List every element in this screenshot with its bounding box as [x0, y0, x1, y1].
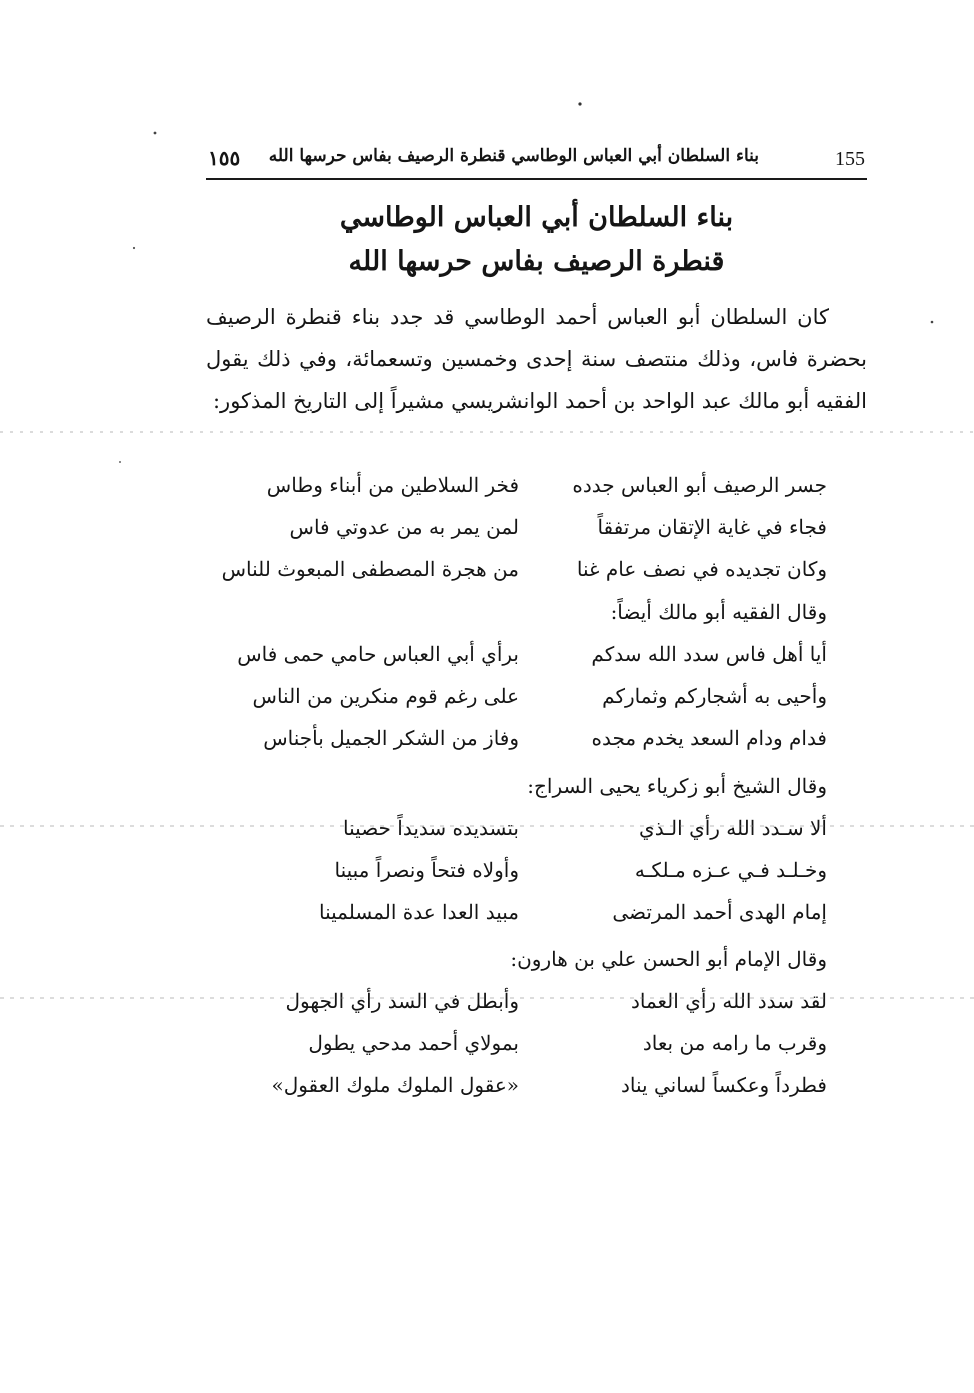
- running-title: بناء السلطان أبي العباس الوطاسي قنطرة الرصيف بفاس حرسها الله: [268, 146, 759, 166]
- running-header: [206, 140, 867, 180]
- first-hemistich: لقد سدد الله رأي العماد: [630, 989, 827, 1013]
- poem-2: [206, 591, 867, 759]
- second-hemistich: برأي أبي العباس حامي حمى فاس: [237, 642, 519, 666]
- first-hemistich: أيا أهل فاس سدد الله سدكم: [591, 642, 827, 666]
- verse: [206, 717, 867, 759]
- first-hemistich: وقرب ما رامه من بعاد: [642, 1031, 827, 1055]
- verse: [206, 891, 867, 933]
- speck: [578, 102, 581, 105]
- first-hemistich: ألا سـدد الله رأي الـذي: [639, 816, 827, 840]
- verse: [206, 548, 867, 590]
- verse: [206, 506, 867, 548]
- poem-3: [206, 765, 867, 933]
- first-hemistich: وأحيى به أشجاركم وثماركم: [602, 684, 827, 708]
- second-hemistich: وأبطل في السد رأي الجهول: [285, 989, 519, 1013]
- first-hemistich: وكان تجديده في نصف عام غنا: [576, 557, 827, 581]
- poem-intro: وقال الفقيه أبو مالك أيضاً:: [610, 600, 827, 624]
- second-hemistich: بمولاي أحمد مدحي يطول: [308, 1031, 519, 1055]
- verse: [206, 1022, 867, 1064]
- verse: [206, 464, 867, 506]
- second-hemistich: مبيد العدا عدة المسلمينا: [318, 900, 519, 924]
- verse: [206, 807, 867, 849]
- first-hemistich: فجاء في غاية الإتقان مرتفقاً: [597, 515, 827, 539]
- speck: [119, 461, 121, 463]
- poem-4: [206, 938, 867, 1106]
- second-hemistich: وفاز من الشكر الجميل بأجناس: [263, 726, 519, 750]
- second-hemistich: من هجرة المصطفى المبعوث للناس: [221, 557, 519, 581]
- verse: [206, 675, 867, 717]
- verse: [206, 1064, 867, 1106]
- verse: [206, 633, 867, 675]
- second-hemistich: وأولاه فتحاً ونصراً مبينا: [334, 858, 519, 882]
- second-hemistich: بتسديده سديداً حصينا: [343, 816, 519, 840]
- page-number-arabic: ١٥٥: [208, 146, 241, 170]
- poem-1: [206, 464, 867, 590]
- section-title: [206, 196, 867, 284]
- first-hemistich: إمام الهدى أحمد المرتضى: [612, 900, 827, 924]
- poem-intro: وقال الشيخ أبو زكرياء يحيى السراج:: [527, 774, 827, 798]
- poem-intro: وقال الإمام أبو الحسن علي بن هارون:: [510, 947, 827, 971]
- speck: [931, 321, 934, 324]
- speck: [154, 132, 157, 135]
- second-hemistich: على رغم قوم منكرين من الناس: [252, 684, 519, 708]
- paragraph-text: كان السلطان أبو العباس أحمد الوطاسي قد جدد بناء قنطرة الرصيف بحضرة فاس، وذلك منتصف سنة إحدى وخمسين وتسعمائة، وفي ذلك يقول الفقيه أبو مالك عبد الواحد بن أحمد الوانشريسي مشيراً إلى التاريخ المذكور:: [206, 305, 867, 413]
- title-line-2: قنطرة الرصيف بفاس حرسها الله: [348, 246, 725, 277]
- intro-paragraph: [206, 296, 867, 422]
- second-hemistich: «عقول الملوك ملوك العقول»: [271, 1073, 519, 1097]
- second-hemistich: لمن يمر به من عدوتي فاس: [289, 515, 519, 539]
- first-hemistich: فدام ودام السعد يخدم مجده: [591, 726, 827, 750]
- verse: [206, 980, 867, 1022]
- first-hemistich: وخـلـد فـي عـزه مـلكـه: [634, 858, 827, 882]
- page-number-western: 155: [835, 148, 865, 170]
- verse: [206, 849, 867, 891]
- first-hemistich: فطرداً وعكساً لساني يناد: [621, 1073, 827, 1097]
- title-line-1: بناء السلطان أبي العباس الوطاسي: [339, 202, 734, 233]
- speck: [133, 247, 135, 249]
- second-hemistich: فخر السلاطين من أبناء وطاس: [266, 473, 519, 497]
- first-hemistich: جسر الرصيف أبو العباس جدده: [572, 473, 827, 497]
